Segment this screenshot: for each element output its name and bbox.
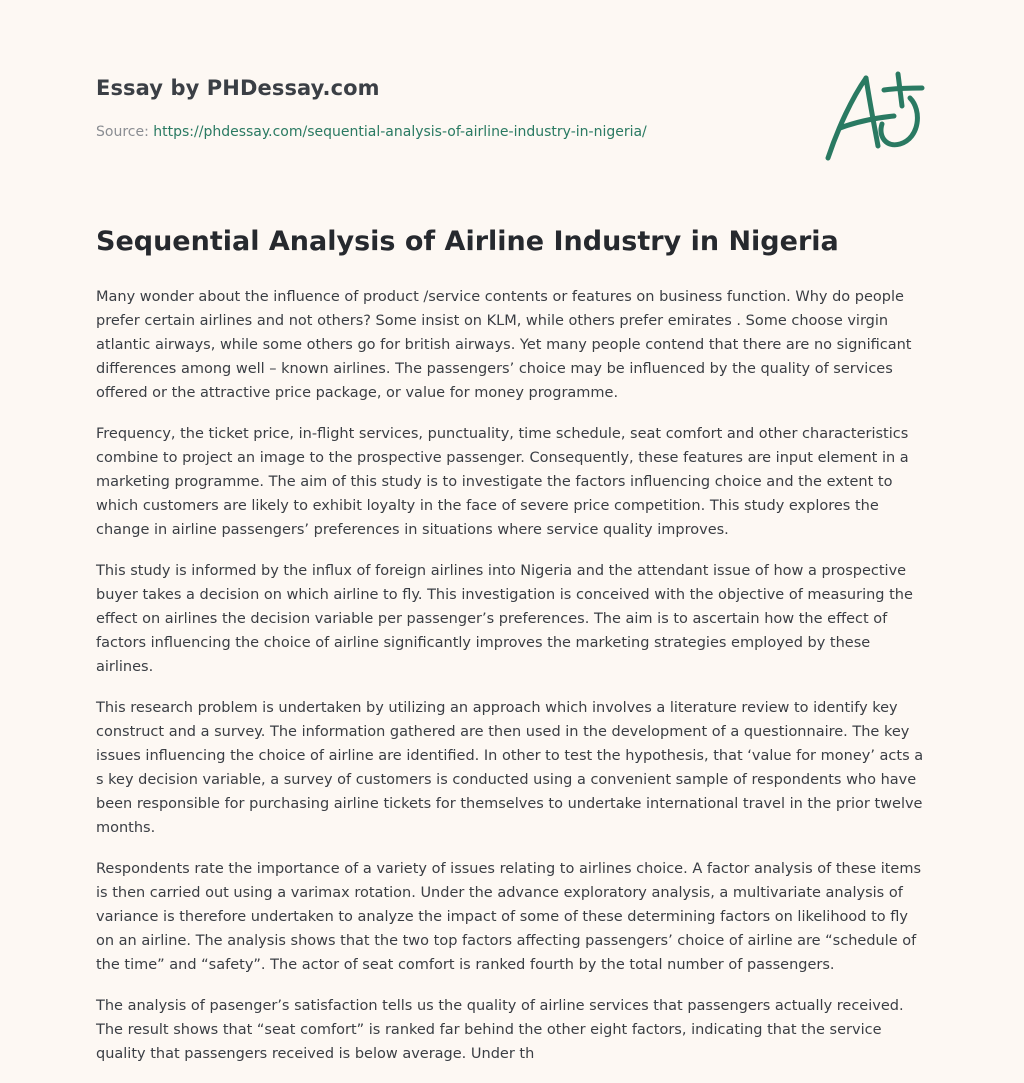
article-title: Sequential Analysis of Airline Industry in Nigeria bbox=[96, 226, 839, 257]
source-line bbox=[96, 124, 647, 140]
a-plus-logo-icon bbox=[818, 66, 930, 166]
source-link[interactable]: https://phdessay.com/sequential-analysis-of-airline-industry-in-nigeria/ bbox=[153, 124, 647, 140]
article-paragraph: This research problem is undertaken by utilizing an approach which involves a literature review to identify key construct and a survey. The information gathered are then used in the development of a questionnaire. The key issues influencing the choice of airline are identified. In other to test the hypothesis, that ‘value for money’ acts a s key decision variable, a survey of customers is conducted using a convenient sample of respondents who have been responsible for purchasing airline tickets for themselves to undertake international travel in the prior twelve months. bbox=[96, 700, 924, 836]
article-paragraph: The analysis of pasenger’s satisfaction tells us the quality of airline services that passengers actually received. The result shows that “seat comfort” is ranked far behind the other eight factors, indicating that the service quality that passengers received is below average. Under th bbox=[96, 998, 904, 1062]
site-brand: Essay by PHDessay.com bbox=[96, 76, 380, 100]
article-paragraph: Frequency, the ticket price, in-flight services, punctuality, time schedule, seat comfort and other characteristics combine to project an image to the prospective passenger. Consequently, these features are input element in a marketing programme. The aim of this study is to investigate the factors influencing choice and the extent to which customers are likely to exhibit loyalty in the face of severe price competition. This study explores the change in airline passengers’ preferences in situations where service quality improves. bbox=[96, 426, 909, 538]
article-paragraph: This study is informed by the influx of foreign airlines into Nigeria and the attendant issue of how a prospective buyer takes a decision on which airline to fly. This investigation is conceived with the objective of measuring the effect on airlines the decision variable per passenger’s preferences. The aim is to ascertain how the effect of factors influencing the choice of airline significantly improves the marketing strategies employed by these airlines. bbox=[96, 563, 913, 675]
article-paragraph: Respondents rate the importance of a variety of issues relating to airlines choice. A factor analysis of these items is then carried out using a varimax rotation. Under the advance exploratory analysis, a multivariate analysis of variance is therefore undertaken to analyze the impact of some of these determining factors on likelihood to fly on an airline. The analysis shows that the two top factors affecting passengers’ choice of airline are “schedule of the time” and “safety”. The actor of seat comfort is ranked fourth by the total number of passengers. bbox=[96, 861, 922, 973]
article-paragraph: Many wonder about the influence of product /service contents or features on business function. Why do people prefer certain airlines and not others? Some insist on KLM, while others prefer emirates . Some choose virgin atlantic airways, while some others go for british airways. Yet many people contend that there are no significant differences among well – known airlines. The passengers’ choice may be influenced by the quality of services offered or the attractive price package, or value for money programme. bbox=[96, 289, 912, 401]
source-label: Source: bbox=[96, 124, 149, 140]
article-body bbox=[96, 285, 928, 1083]
